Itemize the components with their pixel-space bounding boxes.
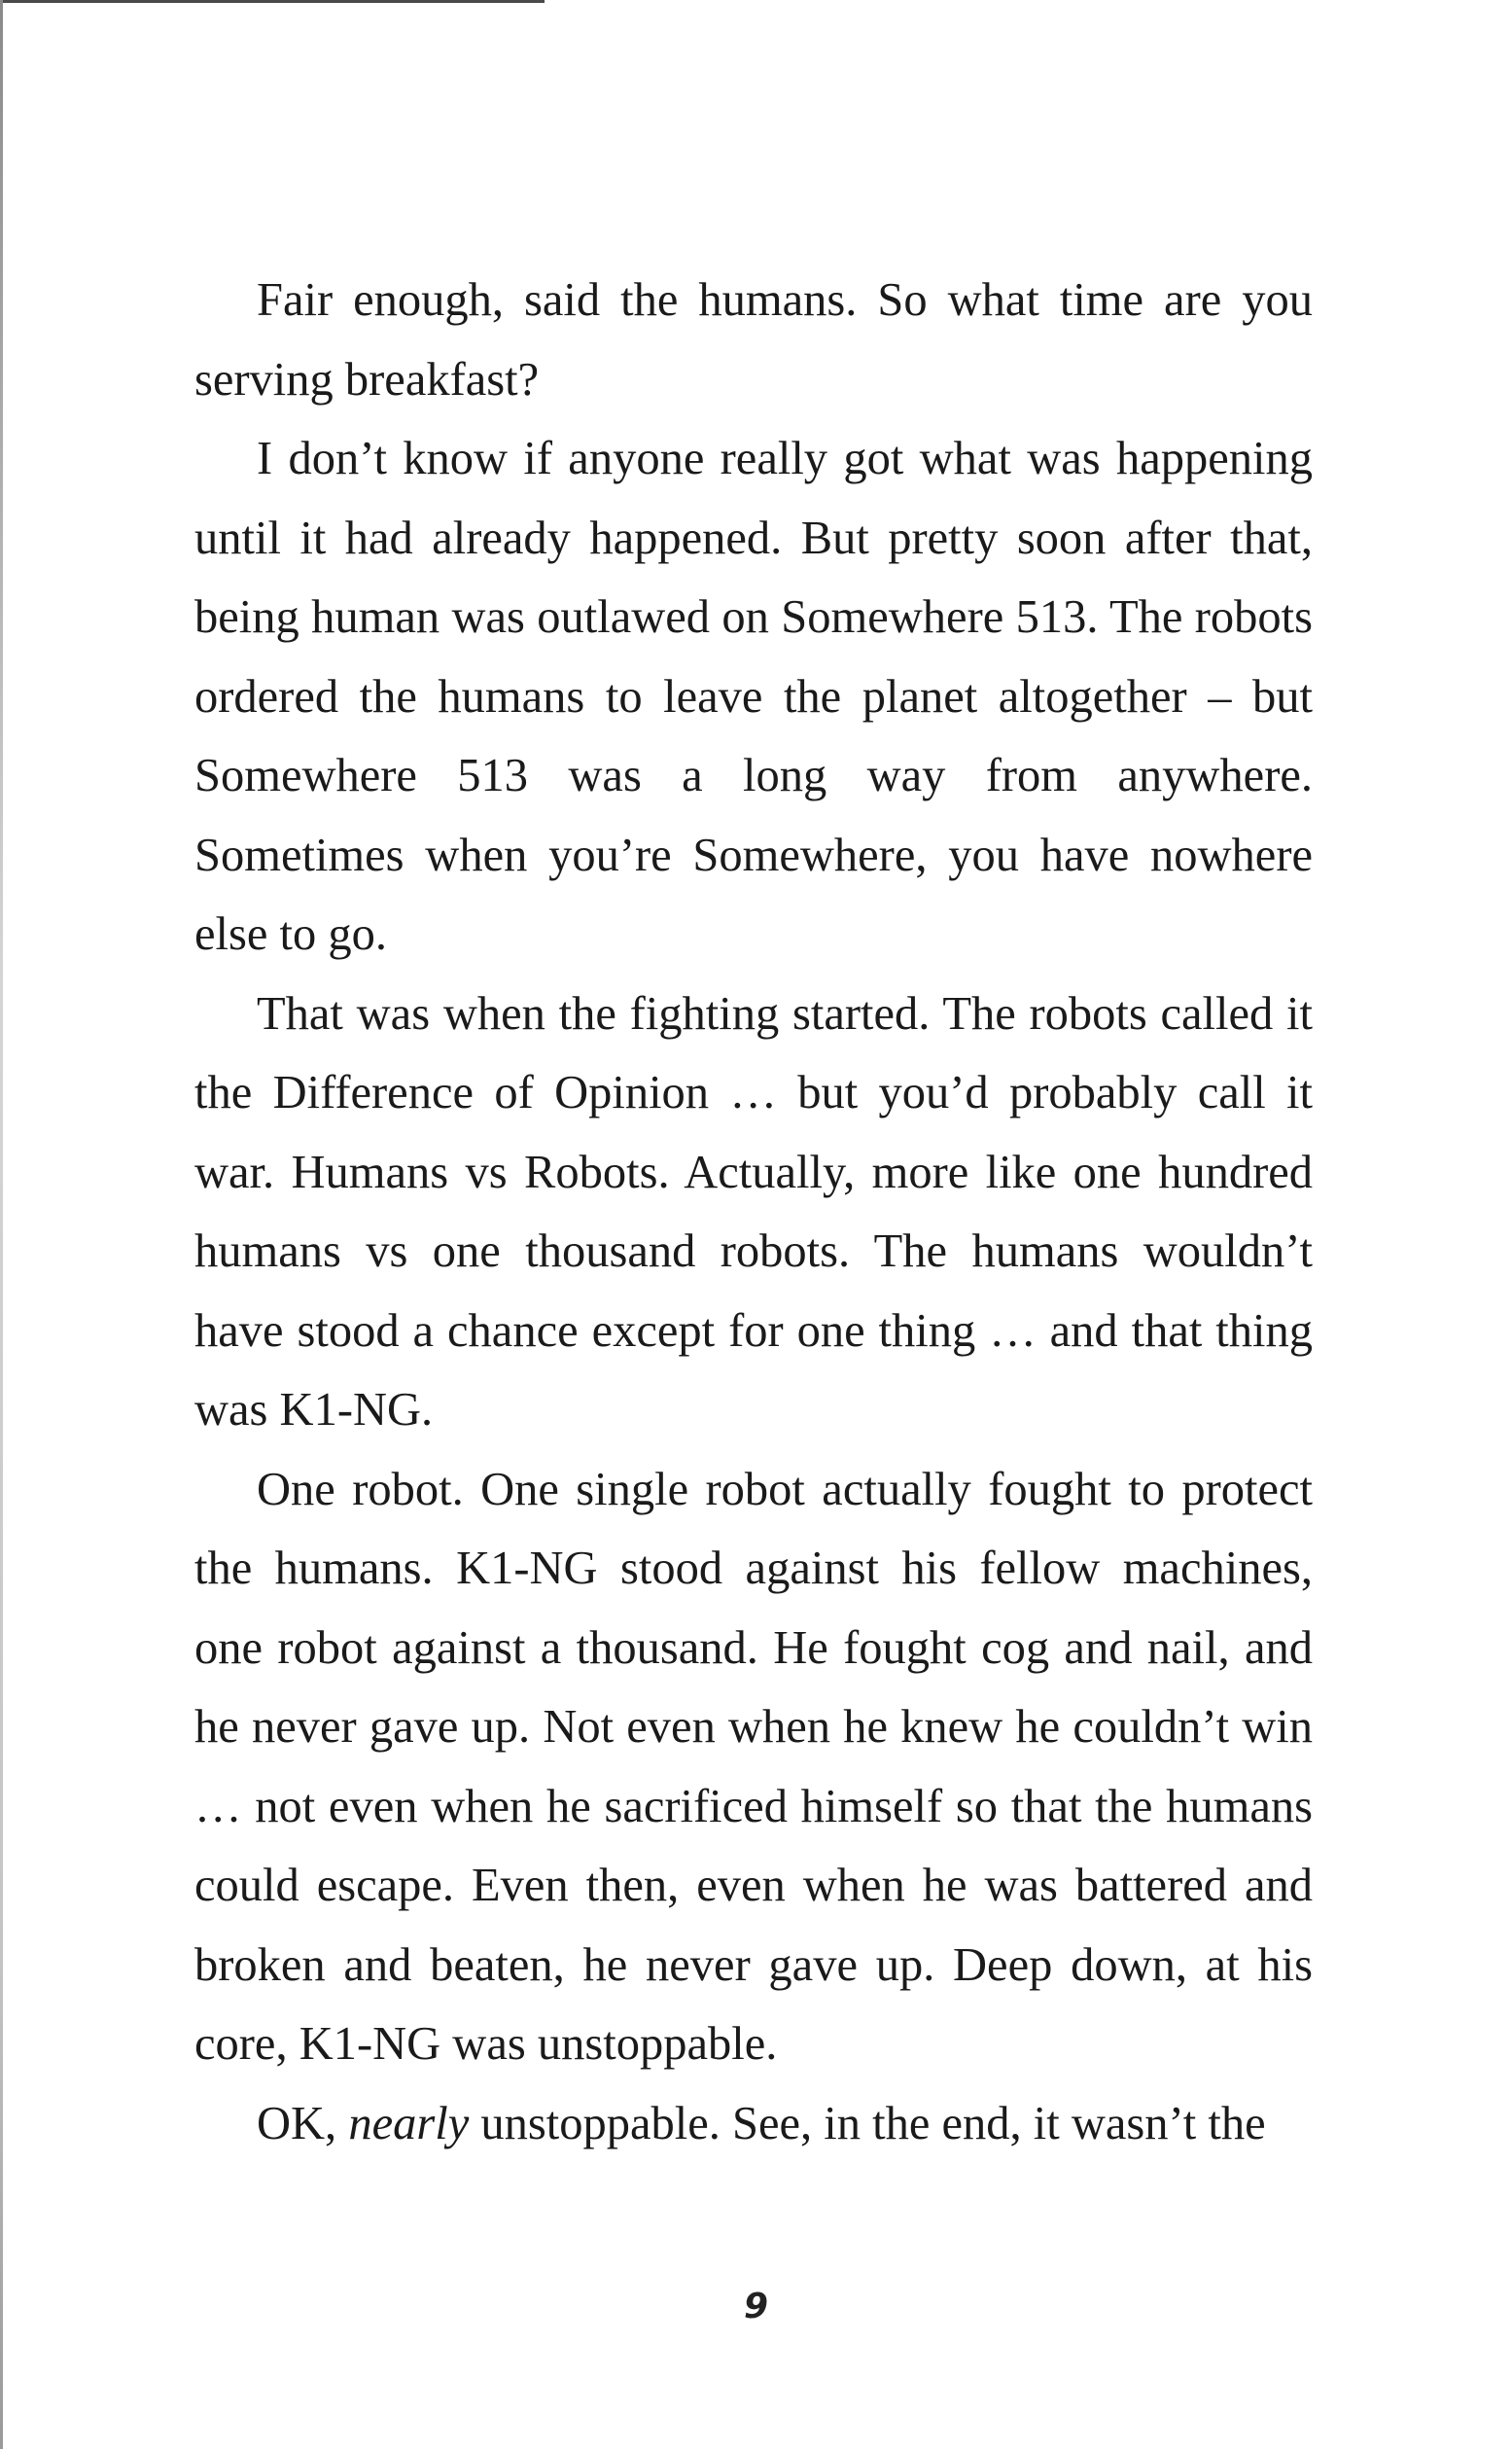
- scan-edge-left: [0, 0, 3, 2449]
- paragraph-1: Fair enough, said the humans. So what time are you serving breakfast?: [194, 274, 1313, 406]
- paragraph-4: One robot. One single robot actually fought to protect the humans. K1-NG stood against his fellow machines, one robot against a thousand. He fought cog and nail, and he never gave up. Not even when he knew he couldn’t win … not even when he sacrificed himself so that the humans could escape. Even then, even when he was battered and broken and beaten, he never gave up. Deep down, at his core, K1-NG was unstoppable.: [194, 1463, 1313, 2070]
- page-number: 9: [743, 2287, 769, 2326]
- paragraph-5: [194, 2084, 1313, 2164]
- paragraph-2: I don’t know if anyone really got what was happening until it had already happened. But pretty soon after that, being human was outlawed on Somewhere 513. The robots ordered the humans to leave the planet altogether – but Somewhere 513 was a long way from anywhere. Sometimes when you’re Somewhere, you have nowhere else to go.: [194, 433, 1313, 960]
- paragraph-3: That was when the fighting started. The robots called it the Difference of Opinion … but you’d probably call it war. Humans vs Robots. Actually, more like one hundred humans vs one thousand robots. The humans wouldn’t have stood a chance except for one thing … and that thing was K1-NG.: [194, 987, 1313, 1436]
- body-text: [194, 261, 1313, 2163]
- paragraph-5-end: unstoppable. See, in the end, it wasn’t the: [469, 2097, 1266, 2149]
- paragraph-5-start: OK,: [257, 2097, 349, 2149]
- scan-edge-top: [0, 0, 545, 3]
- emphasis-nearly: nearly: [348, 2097, 470, 2149]
